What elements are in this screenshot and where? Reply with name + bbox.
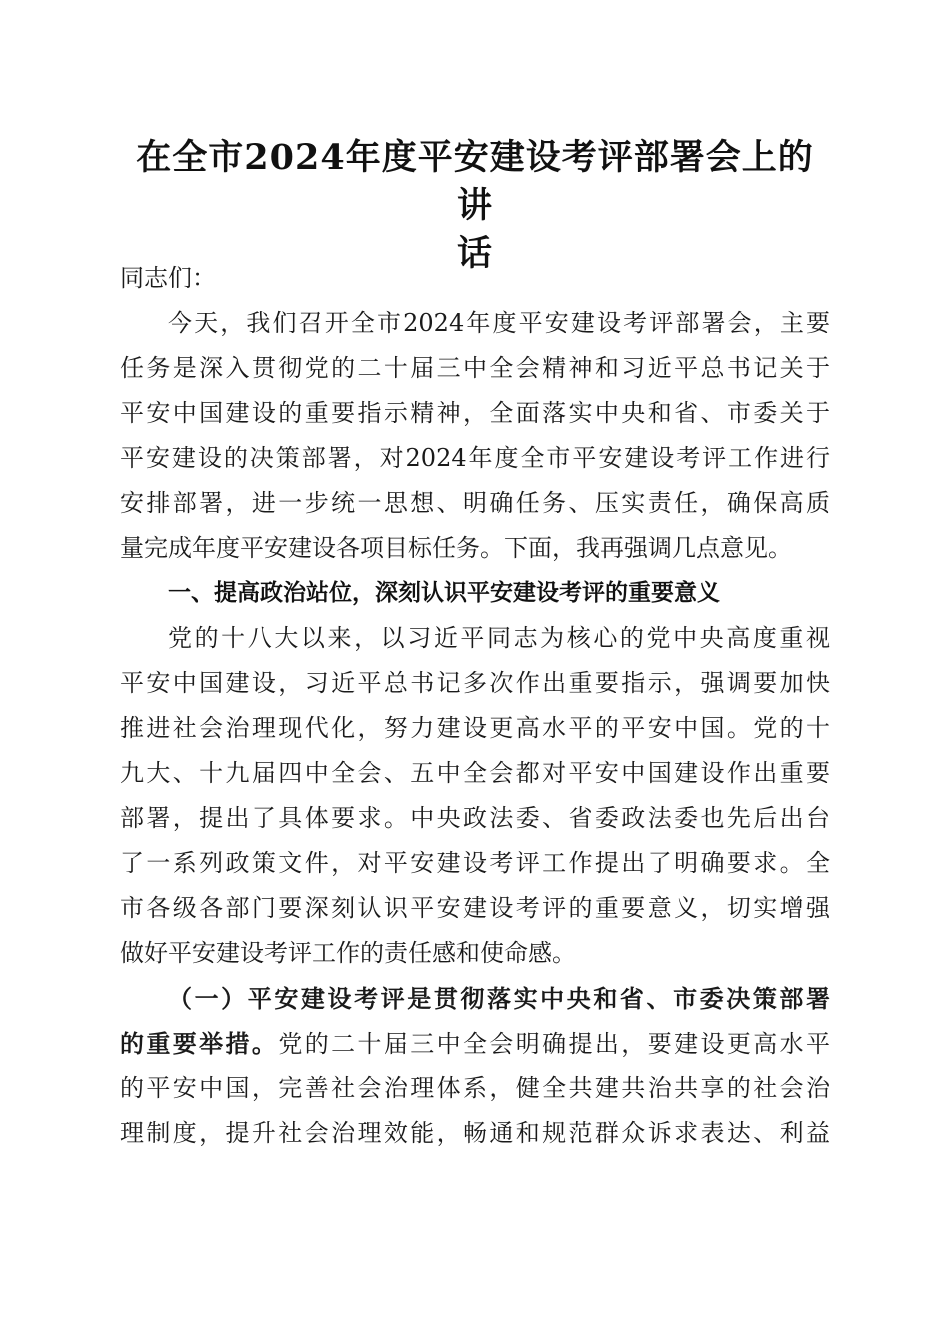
title-line-1: 在全市2024年度平安建设考评部署会上的讲 <box>136 137 814 226</box>
paragraph-line: 任务是深入贯彻党的二十届三中全会精神和习近平总书记关于 <box>120 354 830 382</box>
section-1-heading: 一、提高政治站位，深刻认识平安建设考评的重要意义 <box>168 580 720 606</box>
paragraph-line: 平安中国建设的重要指示精神，全面落实中央和省、市委关于 <box>120 399 830 427</box>
paragraph-line: 的平安中国，完善社会治理体系，健全共建共治共享的社会治 <box>120 1074 830 1102</box>
subsection-1-heading: （一）平安建设考评是贯彻落实中央和省、市委决策部署 <box>168 984 830 1013</box>
paragraph-text: 党的二十届三中全会明确提出，要建设更高水平 <box>278 1030 831 1058</box>
paragraph-line: 今天，我们召开全市2024年度平安建设考评部署会，主要 <box>168 309 830 337</box>
paragraph-line: 平安建设的决策部署，对2024年度全市平安建设考评工作进行 <box>120 444 830 472</box>
paragraph-line: 理制度，提升社会治理效能，畅通和规范群众诉求表达、利益 <box>120 1119 830 1147</box>
salutation: 同志们： <box>120 264 216 292</box>
paragraph-line: 推进社会治理现代化，努力建设更高水平的平安中国。党的十 <box>120 714 830 742</box>
paragraph-line: 安排部署，进一步统一思想、明确任务、压实责任，确保高质 <box>120 489 830 517</box>
paragraph-line: 平安中国建设，习近平总书记多次作出重要指示，强调要加快 <box>120 669 830 697</box>
paragraph-line: 量完成年度平安建设各项目标任务。下面，我再强调几点意见。 <box>120 534 792 562</box>
paragraph-line: 党的十八大以来，以习近平同志为核心的党中央高度重视 <box>168 624 830 652</box>
subsection-1-heading-end: 的重要举措。 <box>120 1029 279 1058</box>
title-line-2: 话 <box>456 233 493 274</box>
document-body <box>120 256 830 1156</box>
paragraph-line: 九大、十九届四中全会、五中全会都对平安中国建设作出重要 <box>120 759 830 787</box>
paragraph-line: 做好平安建设考评工作的责任感和使命感。 <box>120 939 576 967</box>
paragraph-line: 了一系列政策文件，对平安建设考评工作提出了明确要求。全 <box>120 849 830 877</box>
subsection-1-paragraph <box>120 976 830 1156</box>
paragraph-line <box>120 1021 830 1066</box>
section-1-paragraph <box>120 616 830 976</box>
paragraph-line: 市各级各部门要深刻认识平安建设考评的重要意义，切实增强 <box>120 894 830 922</box>
intro-paragraph <box>120 301 830 571</box>
paragraph-line: 部署，提出了具体要求。中央政法委、省委政法委也先后出台 <box>120 804 830 832</box>
